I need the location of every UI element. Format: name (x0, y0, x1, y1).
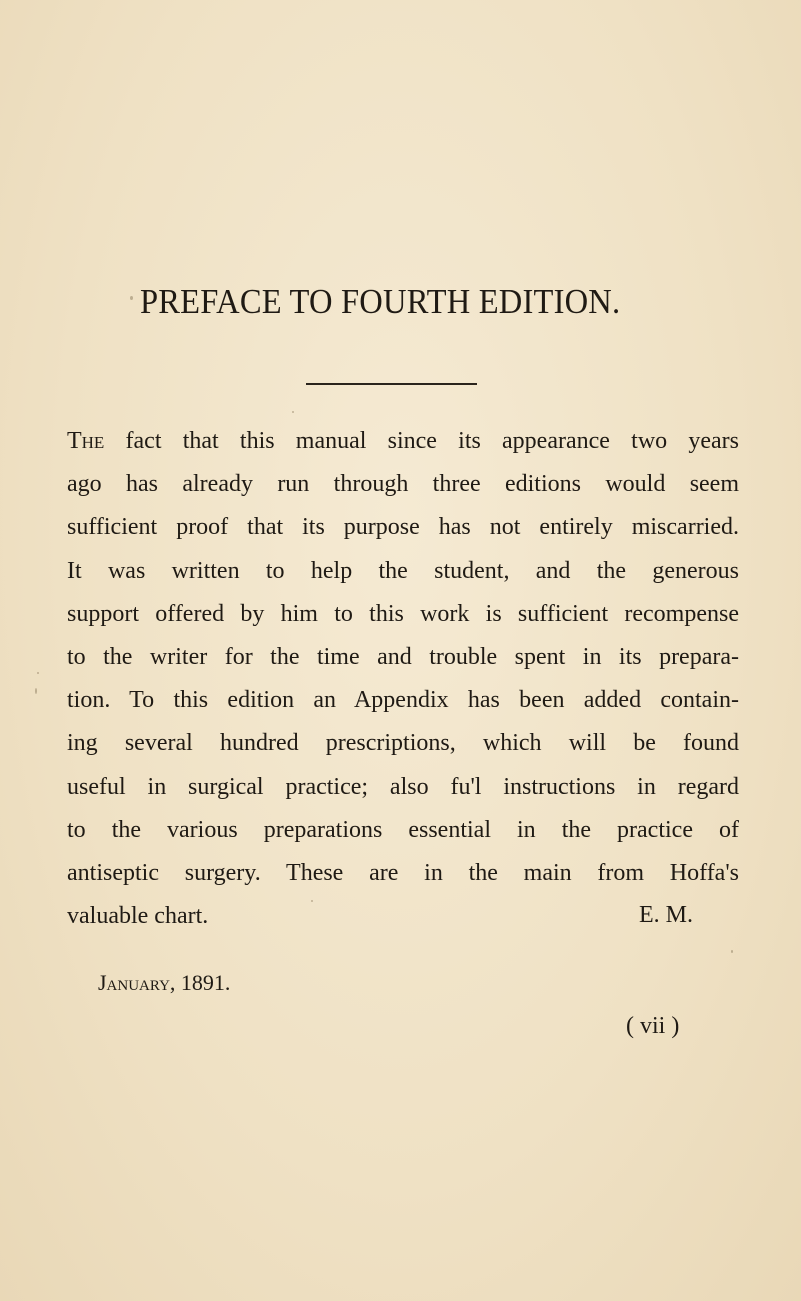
page-title: PREFACE TO FOURTH EDITION. (140, 282, 621, 321)
paper-speck (35, 688, 37, 694)
preface-date: January, 1891. (98, 970, 231, 995)
preface-line: useful in surgical practice; also fu'l instructions in regard (67, 773, 739, 800)
preface-line: ago has already run through three editions would seem (67, 471, 739, 498)
preface-body (67, 420, 739, 938)
paper-speck (731, 950, 733, 953)
author-initials: E. M. (639, 902, 693, 928)
preface-line: sufficient proof that its purpose has not entirely miscarried. (67, 514, 739, 541)
preface-line-text: fact that this manual since its appearance two years (104, 428, 739, 454)
paper-speck (130, 296, 133, 300)
preface-line: ing several hundred prescriptions, which will be found (67, 730, 739, 757)
paper-speck (37, 672, 39, 674)
preface-line: valuable chart. (67, 903, 209, 930)
paper-speck (311, 900, 313, 902)
preface-line (67, 420, 739, 463)
preface-line: to the writer for the time and trouble spent in its prepara- (67, 643, 739, 670)
title-rule (306, 383, 477, 385)
lead-word: The (67, 428, 105, 454)
paper-speck (292, 411, 294, 413)
preface-line: It was written to help the student, and the generous (67, 557, 739, 584)
page-number: ( vii ) (626, 1013, 680, 1039)
preface-line: support offered by him to this work is sufficient recompense (67, 600, 739, 627)
preface-line: tion. To this edition an Appendix has been added contain- (67, 687, 739, 714)
preface-line: to the various preparations essential in the practice of (67, 816, 739, 843)
preface-line: antiseptic surgery. These are in the main from Hoffa's (67, 859, 739, 886)
